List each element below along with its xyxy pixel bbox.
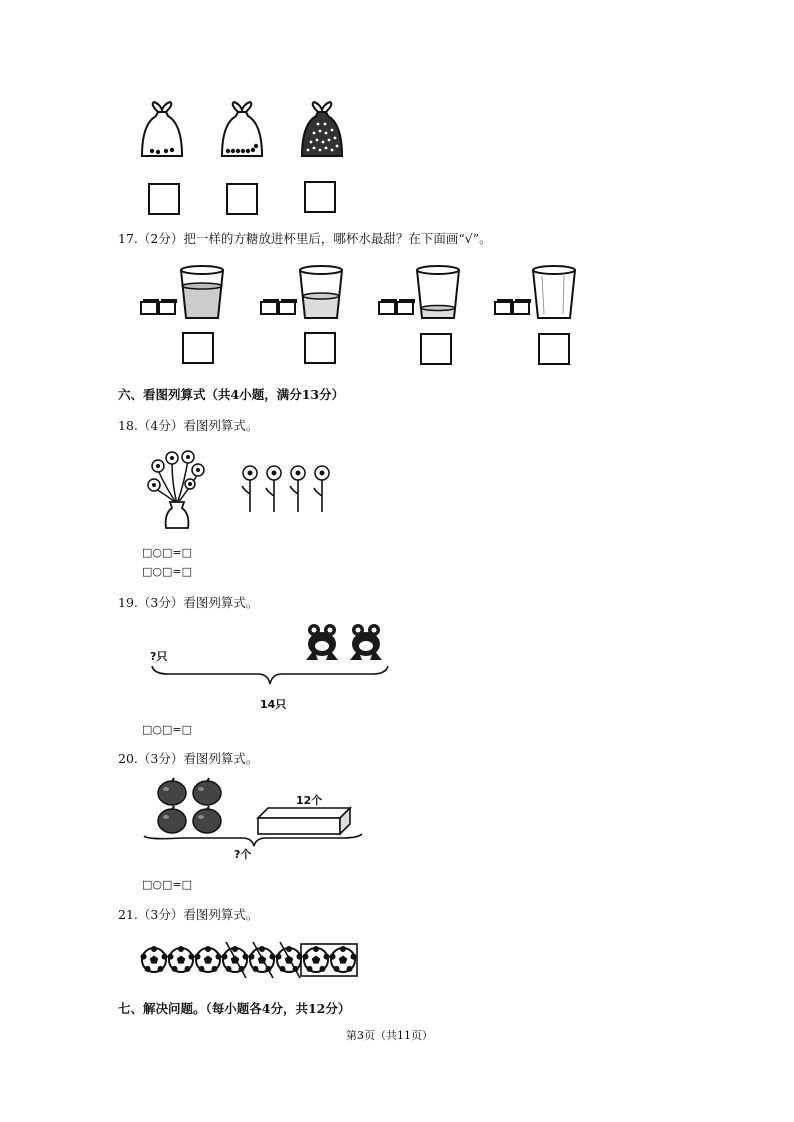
football-icon bbox=[195, 946, 222, 972]
football-icon bbox=[330, 946, 357, 972]
sugar-cubes-icon bbox=[494, 298, 534, 316]
q20-question-text: 20.（3分）看图列算式。 bbox=[118, 751, 259, 766]
section-7-title: 七、解决问题。（每小题各4分，共12分） bbox=[118, 1001, 351, 1016]
q16-answer-box-1[interactable] bbox=[148, 183, 180, 215]
q17-answer-box-4[interactable] bbox=[538, 333, 570, 365]
candy-bag-full-icon bbox=[298, 100, 346, 160]
q16-answer-box-2[interactable] bbox=[226, 183, 258, 215]
q19-equation[interactable]: □○□=□ bbox=[142, 723, 192, 736]
q19-total-label: 14只 bbox=[260, 698, 287, 711]
sugar-cubes-icon bbox=[378, 298, 418, 316]
q16-answer-box-3[interactable] bbox=[304, 181, 336, 213]
football-icon bbox=[303, 946, 330, 972]
section-6-title: 六、看图列算式（共4小题，满分13分） bbox=[118, 387, 345, 402]
q21-footballs bbox=[140, 940, 356, 978]
page-footer: 第3页（共11页） bbox=[346, 1029, 433, 1042]
q17-question-text: 17.（2分）把一样的方糖放进杯里后，哪杯水最甜？在下面画“√”。 bbox=[118, 231, 492, 246]
sugar-cubes-icon bbox=[140, 298, 180, 316]
q21-question-text: 21.（3分）看图列算式。 bbox=[118, 907, 259, 922]
q19-unknown-label: ?只 bbox=[150, 650, 168, 663]
cup-empty-icon bbox=[530, 264, 578, 320]
cup-high-water-icon bbox=[178, 264, 226, 320]
q17-answer-box-2[interactable] bbox=[304, 332, 336, 364]
football-icon bbox=[141, 946, 168, 972]
sugar-cubes-icon bbox=[260, 298, 300, 316]
q19-brace bbox=[150, 664, 390, 692]
q17-answer-box-3[interactable] bbox=[420, 333, 452, 365]
loose-flowers-icon bbox=[238, 464, 338, 516]
q18-question-text: 18.（4分）看图列算式。 bbox=[118, 418, 259, 433]
flower-vase-icon bbox=[144, 448, 210, 530]
q19-question-text: 19.（3分）看图列算式。 bbox=[118, 595, 259, 610]
q18-equation-1[interactable]: □○□=□ bbox=[142, 546, 192, 559]
cup-mid-water-icon bbox=[297, 264, 345, 320]
q18-equation-2[interactable]: □○□=□ bbox=[142, 565, 192, 578]
q20-unknown-label: ?个 bbox=[234, 848, 252, 861]
candy-bag-some-icon bbox=[218, 100, 266, 160]
q20-brace bbox=[142, 834, 364, 852]
closed-box-icon bbox=[256, 806, 352, 836]
cup-low-water-icon bbox=[414, 264, 462, 320]
frogs-icon bbox=[302, 620, 392, 666]
football-icon bbox=[168, 946, 195, 972]
q20-box-label: 12个 bbox=[296, 794, 323, 807]
candy-bag-few-icon bbox=[138, 100, 186, 160]
q17-answer-box-1[interactable] bbox=[182, 332, 214, 364]
q20-equation[interactable]: □○□=□ bbox=[142, 878, 192, 891]
apples-icon bbox=[156, 778, 226, 836]
